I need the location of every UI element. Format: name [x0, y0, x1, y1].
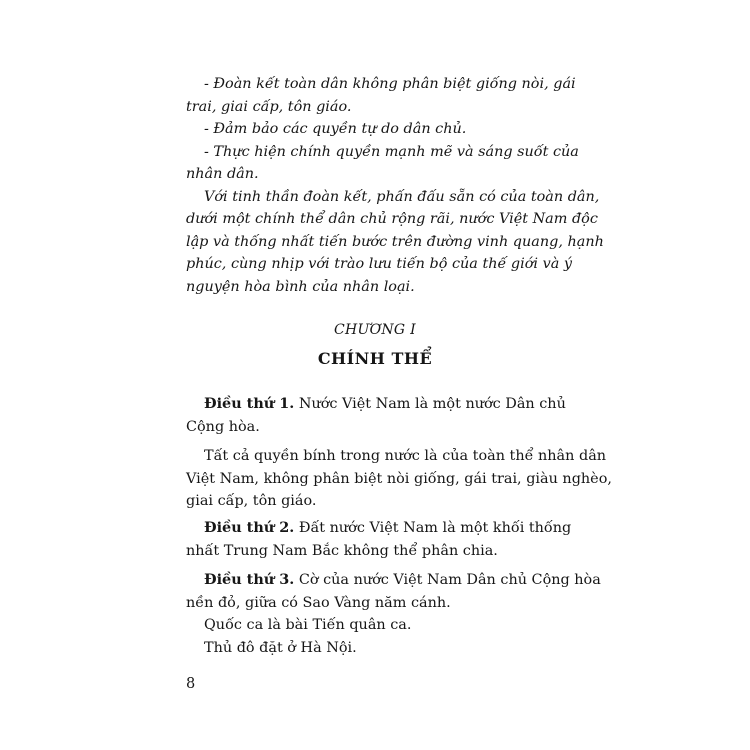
preamble-line: dưới một chính thể dân chủ rộng rãi, nước Việt Nam độc	[186, 211, 598, 227]
article-line: Tất cả quyền bính trong nước là của toàn thể nhân dân	[204, 448, 607, 464]
article-text: Cờ của nước Việt Nam Dân chủ Cộng hòa	[294, 572, 601, 588]
preamble-block	[186, 73, 604, 298]
article-line	[186, 517, 572, 540]
article-2	[186, 517, 572, 562]
article-1-paragraph-2	[186, 445, 612, 513]
preamble-line: Với tinh thần đoàn kết, phấn đấu sẵn có của toàn dân,	[204, 188, 600, 205]
chapter-title: CHÍNH THỂ	[317, 349, 433, 368]
article-line: Cộng hòa.	[186, 418, 260, 435]
preamble-line: nhân dân.	[186, 166, 259, 182]
article-line: Quốc ca là bài Tiến quân ca.	[204, 617, 412, 633]
preamble-line: - Đoàn kết toàn dân không phân biệt giống nòi, gái	[204, 76, 576, 92]
preamble-line: trai, giai cấp, tôn giáo.	[186, 98, 352, 115]
article-3	[186, 569, 601, 659]
article-label: Điều thứ 2.	[204, 519, 295, 536]
article-line	[186, 393, 564, 416]
article-text: Nước Việt Nam là một nước Dân chủ	[294, 396, 566, 412]
article-text: Đất nước Việt Nam là một khối thống	[294, 520, 572, 536]
article-line: Thủ đô đặt ở Hà Nội.	[204, 639, 357, 656]
article-line	[186, 569, 601, 592]
preamble-line: nguyện hòa bình của nhân loại.	[186, 278, 415, 295]
page-number: 8	[186, 676, 196, 692]
article-line: nhất Trung Nam Bắc không thể phân chia.	[186, 542, 498, 559]
article-label: Điều thứ 1.	[204, 395, 295, 412]
article-line: nền đỏ, giữa có Sao Vàng năm cánh.	[186, 594, 451, 611]
preamble-line: - Thực hiện chính quyền mạnh mẽ và sáng suốt của	[204, 143, 579, 160]
article-line: giai cấp, tôn giáo.	[186, 493, 317, 509]
article-label: Điều thứ 3.	[204, 571, 295, 588]
article-1	[186, 393, 564, 438]
preamble-line: phúc, cùng nhịp với trào lưu tiến bộ của thế giới và ý	[186, 256, 572, 272]
preamble-line: - Đảm bảo các quyền tự do dân chủ.	[204, 121, 467, 137]
article-line: Việt Nam, không phân biệt nòi giống, gái trai, giàu nghèo,	[186, 470, 612, 487]
preamble-line: lập và thống nhất tiến bước trên đường vinh quang, hạnh	[186, 233, 604, 250]
chapter-label: CHƯƠNG I	[333, 322, 416, 338]
